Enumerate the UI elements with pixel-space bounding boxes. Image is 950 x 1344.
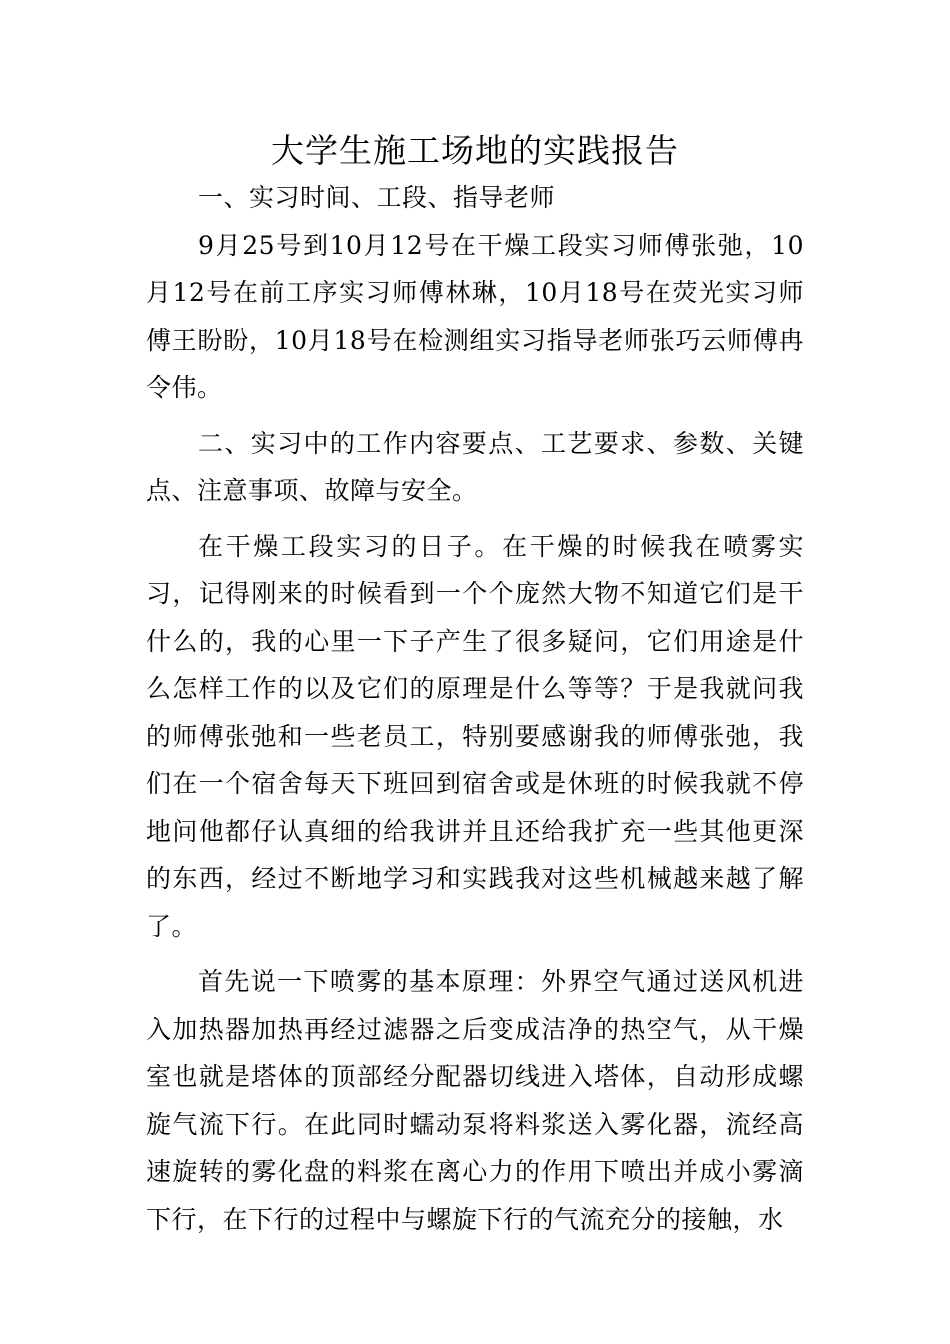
section-heading-2: 二、实习中的工作内容要点、工艺要求、参数、关键点、注意事项、故障与安全。: [146, 428, 804, 505]
section-heading-1: 一、实习时间、工段、指导老师: [198, 183, 556, 212]
paragraph-spray-principle: 首先说一下喷雾的基本原理：外界空气通过送风机进入加热器加热再经过滤器之后变成洁净的热空气，从干燥室也就是塔体的顶部经分配器切线进入塔体，自动形成螺旋气流下行。在此同时蠕动泵将料浆送入雾化器，流经高速旋转的雾化盘的料浆在离心力的作用下喷出并成小雾滴下行，在下行的过程中与螺旋下行的气流充分的接触，水: [146, 967, 804, 1234]
paragraph-gap: [146, 950, 804, 958]
document-title: 大学生施工场地的实践报告: [271, 131, 679, 170]
paragraph-schedule: 9月25号到10月12号在干燥工段实习师傅张弛，10月12号在前工序实习师傅林琳，10月18号在荧光实习师傅王盼盼，10月18号在检测组实习指导老师张巧云师傅冉令伟。: [146, 230, 804, 402]
document-body: [146, 174, 804, 1243]
paragraph-drying-intro: 在干燥工段实习的日子。在干燥的时候我在喷雾实习，记得刚来的时候看到一个个庞然大物不知道它们是干什么的，我的心里一下子产生了很多疑问，它们用途是什么怎样工作的以及它们的原理是什么等等？于是我就问我的师傅张弛和一些老员工，特别要感谢我的师傅张弛，我们在一个宿舍每天下班回到宿舍或是休班的时候我就不停地问他都仔认真细的给我讲并且还给我扩充一些其他更深的东西，经过不断地学习和实践我对这些机械越来越了解了。: [146, 531, 804, 941]
paragraph-gap: [146, 412, 804, 420]
paragraph-gap: [146, 515, 804, 523]
